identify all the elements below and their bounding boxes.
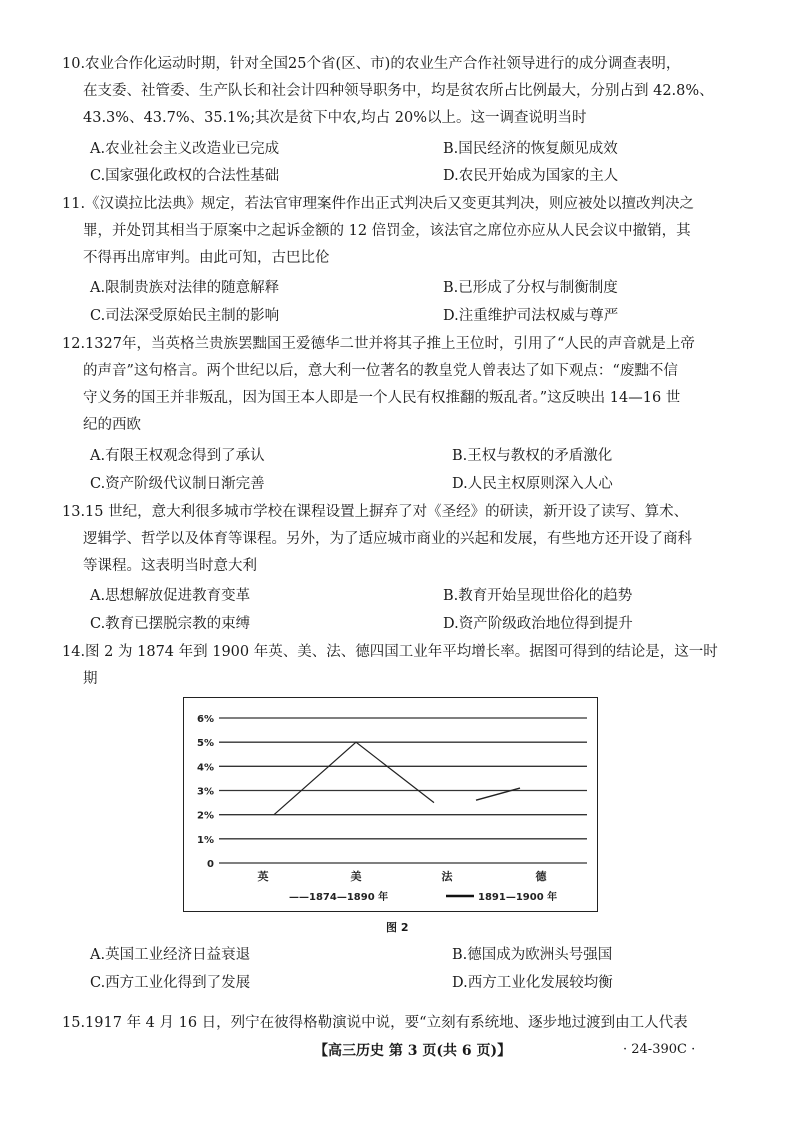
- q11-stem-line2: 罪，并处罚其相当于原案中之起诉金额的 12 倍罚金，该法官之席位亦应从人民会议中撤销，其: [83, 223, 691, 239]
- y-tick-label-4: 2%: [197, 810, 214, 822]
- y-tick-label-3: 3%: [197, 786, 214, 798]
- q14-stem-line1: 14.图 2 为 1874 年到 1900 年英、美、法、德四国工业年平均增长率。据图可得到的结论是，这一时: [62, 644, 718, 660]
- series-1874-1890-line: [274, 742, 434, 815]
- x-category-label-0: 英: [257, 870, 269, 883]
- q11-stem-line3: 不得再出席审判。由此可知，古巴比伦: [83, 250, 330, 266]
- footer-page-info: 【高三历史 第 3 页(共 6 页)】: [314, 1043, 512, 1059]
- q13-stem-line2: 逻辑学、哲学以及体育等课程。另外，为了适应城市商业的兴起和发展，有些地方还开设了商科: [83, 531, 692, 547]
- industrial-growth-chart: [184, 698, 596, 910]
- q11-option-a: A.限制贵族对法律的随意解释: [90, 280, 280, 296]
- figure-caption: 图 2: [386, 921, 409, 934]
- footer-code: · 24-390C ·: [623, 1042, 696, 1057]
- question-11: [62, 191, 752, 272]
- q13-option-a: A.思想解放促进教育变革: [90, 588, 251, 604]
- q12-stem-line3: 守义务的国王并非叛乱，因为国王本人即是一个人民有权推翻的叛乱者。”这反映出 14—16 世: [83, 390, 681, 406]
- q13-option-d: D.资产阶级政治地位得到提升: [443, 616, 633, 632]
- q14-option-c: C.西方工业化得到了发展: [90, 975, 251, 991]
- legend-1891-1900: 1891—1900 年: [478, 892, 558, 903]
- q12-stem-line2: 的声音”这句格言。两个世纪以后，意大利一位著名的教皇党人曾表达了如下观点：“废黜不信: [83, 363, 678, 379]
- legend-1874-1890: ——1874—1890 年: [289, 892, 389, 903]
- q14-option-a: A.英国工业经济日益衰退: [90, 947, 251, 963]
- y-tick-label-2: 4%: [197, 762, 214, 774]
- q10-option-a: A.农业社会主义改造业已完成: [90, 141, 280, 157]
- question-15: [62, 1010, 752, 1037]
- q10-option-b: B.国民经济的恢复颇见成效: [443, 141, 618, 157]
- question-12: [62, 331, 752, 439]
- q12-stem-line4: 纪的西欧: [83, 417, 141, 433]
- q12-stem-line1: 12.1327年，当英格兰贵族罢黜国王爱德华二世并将其子推上王位时，引用了“人民的声音就是上帝: [62, 336, 695, 352]
- q11-option-b: B.已形成了分权与制衡制度: [443, 280, 618, 296]
- q15-stem-line1: 15.1917 年 4 月 16 日，列宁在彼得格勒演说中说，要“立刻有系统地、逐步地过渡到由工人代表: [62, 1015, 688, 1031]
- y-tick-label-6: 0: [207, 859, 214, 870]
- q14-option-b: B.德国成为欧洲头号强国: [452, 947, 613, 963]
- x-category-label-2: 法: [441, 870, 453, 883]
- question-14: [62, 639, 752, 693]
- q14-stem-line2: 期: [83, 671, 98, 687]
- q13-stem-line1: 13.15 世纪，意大利很多城市学校在课程设置上摒弃了对《圣经》的研读，新开设了读写、算术、: [62, 504, 689, 520]
- q13-stem-line3: 等课程。这表明当时意大利: [83, 558, 257, 574]
- x-category-label-1: 美: [350, 870, 362, 883]
- q10-option-c: C.国家强化政权的合法性基础: [90, 168, 280, 184]
- x-category-label-3: 德: [535, 870, 547, 883]
- q11-stem-line1: 11.《汉谟拉比法典》规定，若法官审理案件作出正式判决后又变更其判决，则应被处以擅改判决之: [62, 196, 695, 212]
- q13-option-b: B.教育开始呈现世俗化的趋势: [443, 588, 633, 604]
- q12-option-c: C.资产阶级代议制日渐完善: [90, 476, 265, 492]
- q11-option-d: D.注重维护司法权威与尊严: [443, 308, 619, 324]
- y-tick-label-0: 6%: [197, 714, 214, 725]
- q14-option-d: D.西方工业化发展较均衡: [452, 975, 613, 991]
- q10-stem-line1: 10.农业合作化运动时期，针对全国25个省(区、市)的农业生产合作社领导进行的成分调查表明，: [62, 56, 681, 72]
- y-tick-label-1: 5%: [197, 738, 214, 750]
- q12-option-b: B.王权与教权的矛盾激化: [452, 448, 613, 464]
- y-tick-label-5: 1%: [197, 834, 214, 846]
- question-13: [62, 499, 752, 580]
- chart-frame: [183, 697, 598, 912]
- q12-option-a: A.有限王权观念得到了承认: [90, 448, 265, 464]
- question-10: [62, 51, 752, 132]
- q10-stem-line2: 在支委、社管委、生产队长和社会计四种领导职务中，均是贫农所占比例最大，分别占到 42.8%、: [83, 83, 714, 99]
- q12-option-d: D.人民主权原则深入人心: [452, 476, 613, 492]
- q13-option-c: C.教育已摆脱宗教的束缚: [90, 616, 251, 632]
- q10-option-d: D.农民开始成为国家的主人: [443, 168, 619, 184]
- q10-stem-line3: 43.3%、43.7%、35.1%;其次是贫下中农,均占 20%以上。这一调查说明当时: [83, 110, 587, 126]
- q11-option-c: C.司法深受原始民主制的影响: [90, 308, 280, 324]
